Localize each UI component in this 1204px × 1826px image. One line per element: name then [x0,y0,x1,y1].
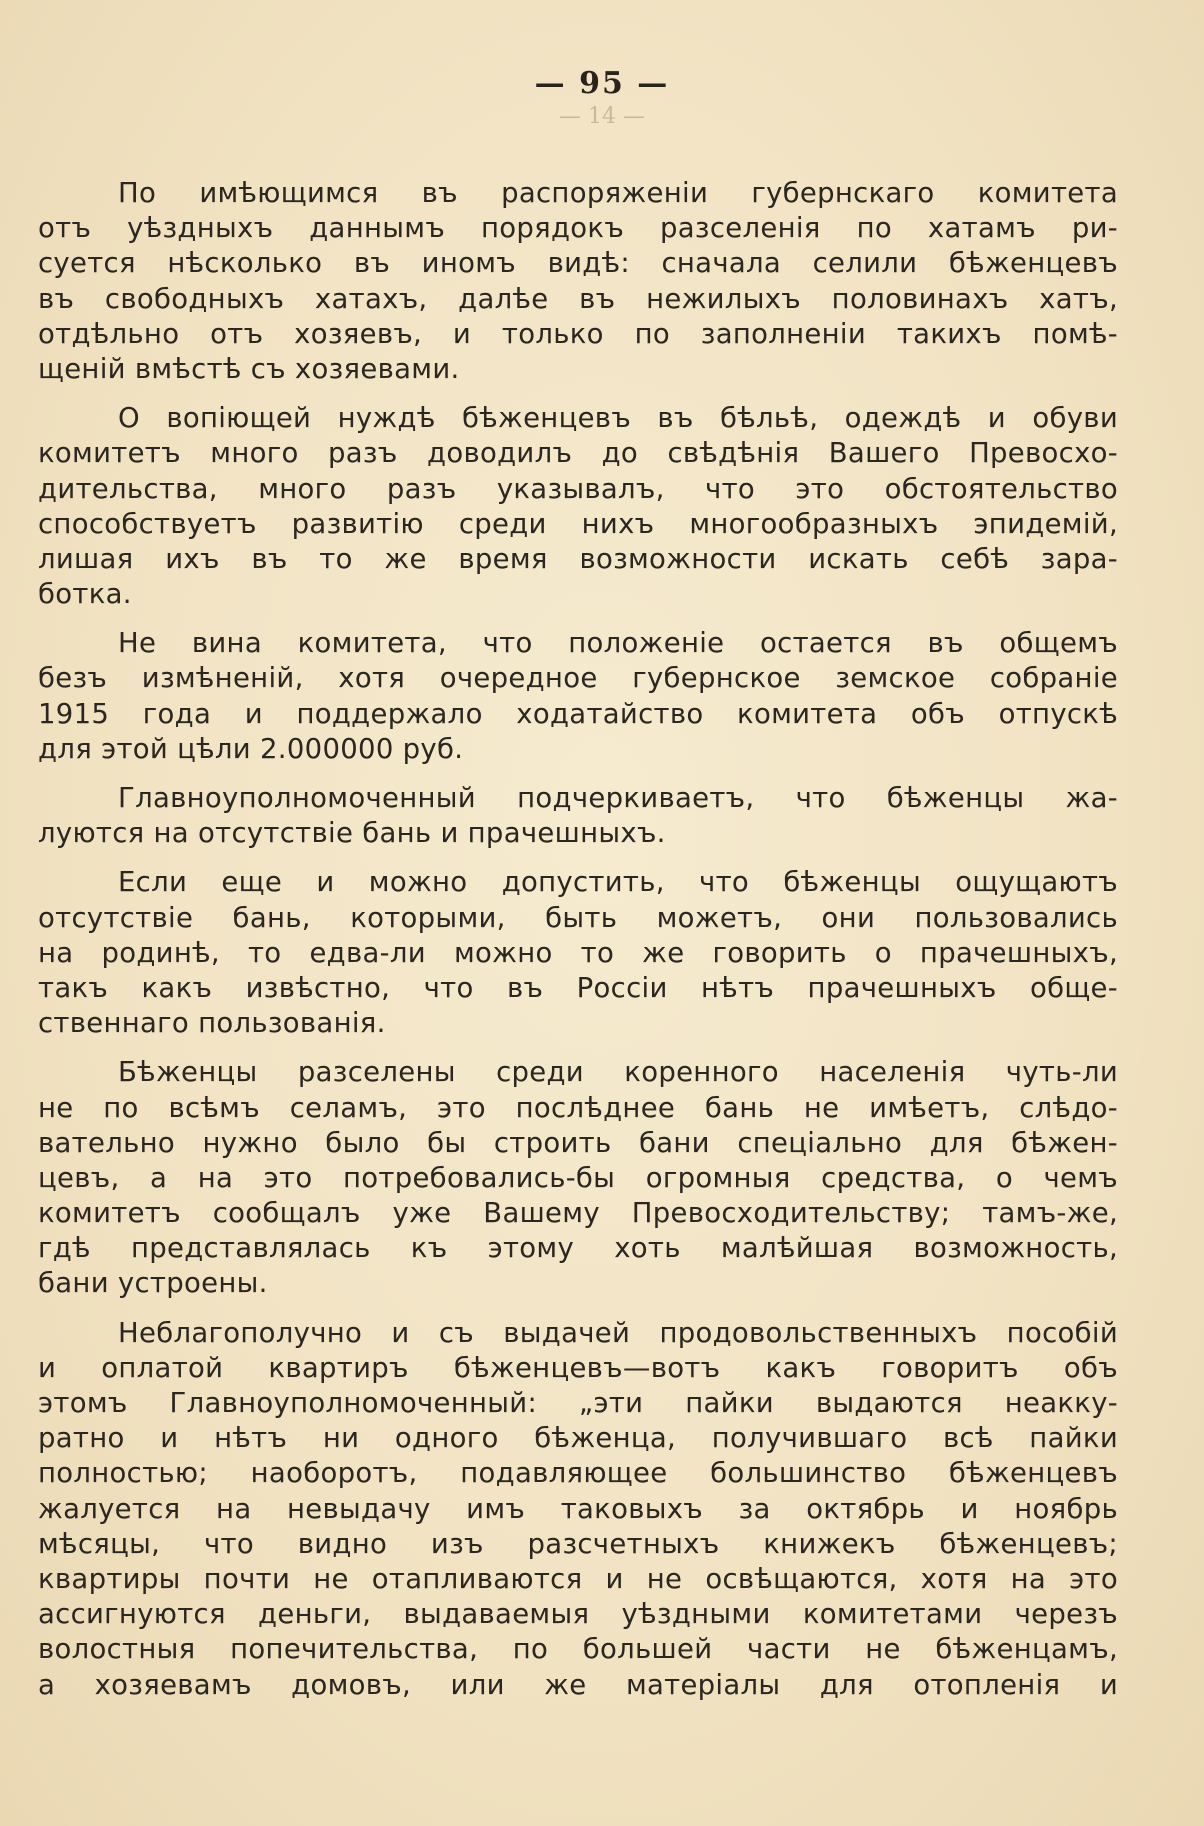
text-line: Если еще и можно допустить, что бѣженцы ощущаютъ [118,866,1118,899]
text-line: ственнаго пользованія. [38,1007,386,1040]
paragraph [38,865,1118,1041]
text-line: дительства, много разъ указывалъ, что это обстоятельство [38,472,1118,505]
text-line: Бѣженцы разселены среди коренного населенія чуть-ли [118,1056,1118,1089]
text-line: ассигнуются деньги, выдаваемыя уѣздными комитетами черезъ [38,1598,1118,1631]
text-line: комитетъ много разъ доводилъ до свѣдѣнія Вашего Превосхо- [38,437,1118,470]
text-line: не по всѣмъ селамъ, это послѣднее бань не имѣетъ, слѣдо- [38,1091,1118,1124]
text-line: безъ измѣненій, хотя очередное губернское земское собраніе [38,662,1118,695]
paragraph [38,176,1118,387]
bleed-through-page-number: — 14 — [559,104,645,129]
text-line: луются на отсутствіе бань и прачешныхъ. [38,817,666,850]
page-number: — 95 — [534,66,670,101]
text-line: По имѣющимся въ распоряженіи губернскаго комитета [118,177,1118,209]
text-line: и оплатой квартиръ бѣженцевъ—вотъ какъ говоритъ объ [38,1351,1118,1384]
text-line: Не вина комитета, что положеніе остается въ общемъ [118,627,1118,660]
text-line: 1915 года и поддержало ходатайство комитета объ отпускѣ [38,697,1118,730]
text-line: для этой цѣли 2.000000 руб. [38,732,464,765]
text-line: бани устроены. [38,1267,268,1300]
text-line: въ свободныхъ хатахъ, далѣе въ нежилыхъ половинахъ хатъ, [38,282,1118,315]
text-line: вательно нужно было бы строить бани спеціально для бѣжен- [38,1126,1118,1159]
paragraph [38,626,1118,767]
text-line: а хозяевамъ домовъ, или же матеріалы для отопленія и [38,1668,1118,1701]
text-line: ботка. [38,578,132,611]
text-line: комитетъ сообщалъ уже Вашему Превосходительству; тамъ-же, [38,1197,1118,1230]
text-line: квартиры почти не отапливаются и не освѣщаются, хотя на это [38,1562,1118,1595]
text-line: отъ уѣздныхъ даннымъ порядокъ разселенія по хатамъ ри- [38,212,1118,245]
text-line: суется нѣсколько въ иномъ видѣ: сначала селили бѣженцевъ [38,247,1118,280]
text-line: ратно и нѣтъ ни одного бѣженца, получившаго всѣ пайки [38,1422,1118,1455]
text-line: отдѣльно отъ хозяевъ, и только по заполненіи такихъ помѣ- [38,317,1118,350]
text-line: щеній вмѣстѣ съ хозяевами. [38,352,460,385]
text-line: цевъ, а на это потребовались-бы огромныя средства, о чемъ [38,1161,1118,1194]
text-line: лишая ихъ въ то же время возможности искать себѣ зара- [38,542,1118,575]
text-line: О вопіющей нуждѣ бѣженцевъ въ бѣльѣ, одеждѣ и обуви [118,402,1118,435]
text-line: жалуется на невыдачу имъ таковыхъ за октябрь и ноябрь [38,1492,1118,1525]
text-line: Главноуполномоченный подчеркиваетъ, что бѣженцы жа- [118,782,1118,814]
text-line: гдѣ представлялась къ этому хоть малѣйшая возможность, [38,1232,1118,1265]
text-line: мѣсяцы, что видно изъ разсчетныхъ книжекъ бѣженцевъ; [38,1527,1118,1560]
paragraph [38,401,1118,612]
text-line: Неблагополучно и съ выдачей продовольственныхъ пособій [118,1316,1118,1349]
text-line: этомъ Главноуполномоченный: „эти пайки выдаются неакку- [38,1387,1118,1419]
paragraph [38,781,1118,851]
body-text [38,176,1118,1717]
text-line: такъ какъ извѣстно, что въ Россіи нѣтъ прачешныхъ обще- [38,971,1118,1004]
paragraph [38,1316,1118,1703]
text-line: способствуетъ развитію среди нихъ многообразныхъ эпидемій, [38,507,1118,540]
text-line: на родинѣ, то едва-ли можно то же говорить о прачешныхъ, [38,936,1118,969]
text-line: полностью; наоборотъ, подавляющее большинство бѣженцевъ [38,1457,1118,1490]
paragraph [38,1055,1118,1301]
text-line: отсутствіе бань, которыми, быть можетъ, они пользовались [38,901,1118,934]
text-line: волостныя попечительства, по большей части не бѣженцамъ, [38,1633,1118,1666]
